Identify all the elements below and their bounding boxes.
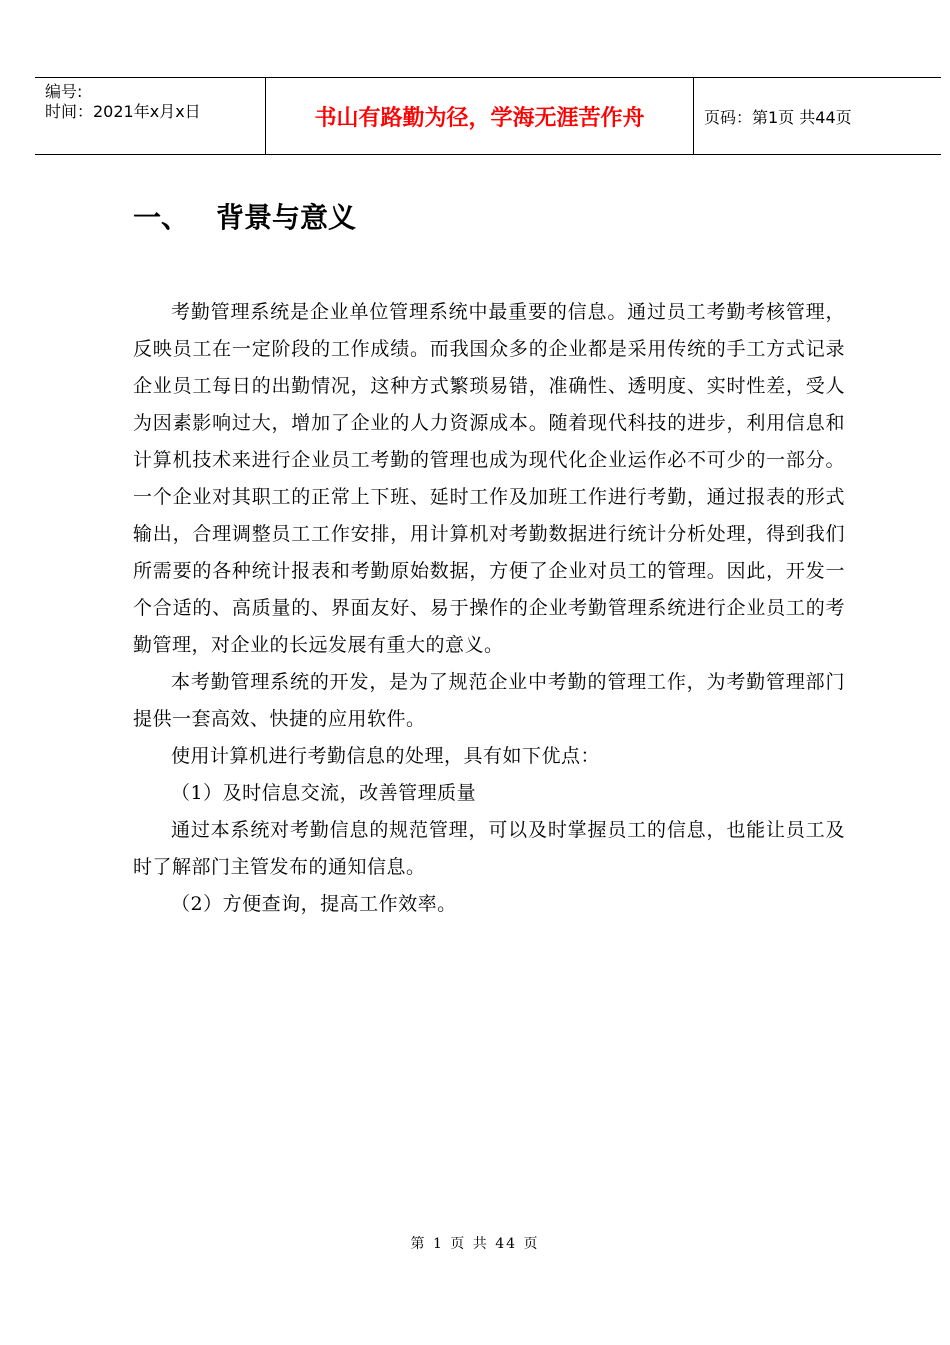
page-label: 页码：第1页 共44页	[704, 107, 852, 127]
section-number: 一、	[133, 201, 190, 234]
header-motto-cell	[266, 78, 694, 154]
paragraph: 本考勤管理系统的开发，是为了规范企业中考勤的管理工作，为考勤管理部门提供一套高效、快捷的应用软件。	[133, 671, 845, 730]
paragraph: 使用计算机进行考勤信息的处理，具有如下优点：	[171, 745, 601, 767]
footer-page-number: 第 1 页 共 44 页	[410, 1236, 540, 1252]
section-title: 背景与意义	[216, 201, 357, 234]
time-label: 时间：2021年x月x日	[45, 102, 201, 121]
page-header	[35, 77, 941, 155]
serial-label: 编号:	[45, 82, 83, 101]
paragraph: 通过本系统对考勤信息的规范管理，可以及时掌握员工的信息，也能让员工及时了解部门主管发布的通知信息。	[133, 819, 845, 878]
paragraph: （1）及时信息交流，改善管理质量	[171, 782, 477, 804]
page-footer	[0, 1233, 950, 1253]
header-page-cell	[694, 78, 941, 154]
paragraph: （2）方便查询，提高工作效率。	[171, 893, 457, 915]
paragraph: 考勤管理系统是企业单位管理系统中最重要的信息。通过员工考勤考核管理，反映员工在一定阶段的工作成绩。而我国众多的企业都是采用传统的手工方式记录企业员工每日的出勤情况，这种方式繁琐易错，准确性、透明度、实时性差，受人为因素影响过大，增加了企业的人力资源成本。随着现代科技的进步，利用信息和计算机技术来进行企业员工考勤的管理也成为现代化企业运作必不可少的一部分。一个企业对其职工的正常上下班、延时工作及加班工作进行考勤，通过报表的形式输出，合理调整员工工作安排，用计算机对考勤数据进行统计分析处理，得到我们所需要的各种统计报表和考勤原始数据，方便了企业对员工的管理。因此，开发一个合适的、高质量的、界面友好、易于操作的企业考勤管理系统进行企业员工的考勤管理，对企业的长远发展有重大的意义。	[133, 301, 845, 656]
motto-text: 书山有路勤为径，学海无涯苦作舟	[314, 104, 645, 131]
body-content	[133, 294, 845, 923]
header-meta-cell	[35, 78, 266, 154]
section-heading	[133, 196, 356, 236]
